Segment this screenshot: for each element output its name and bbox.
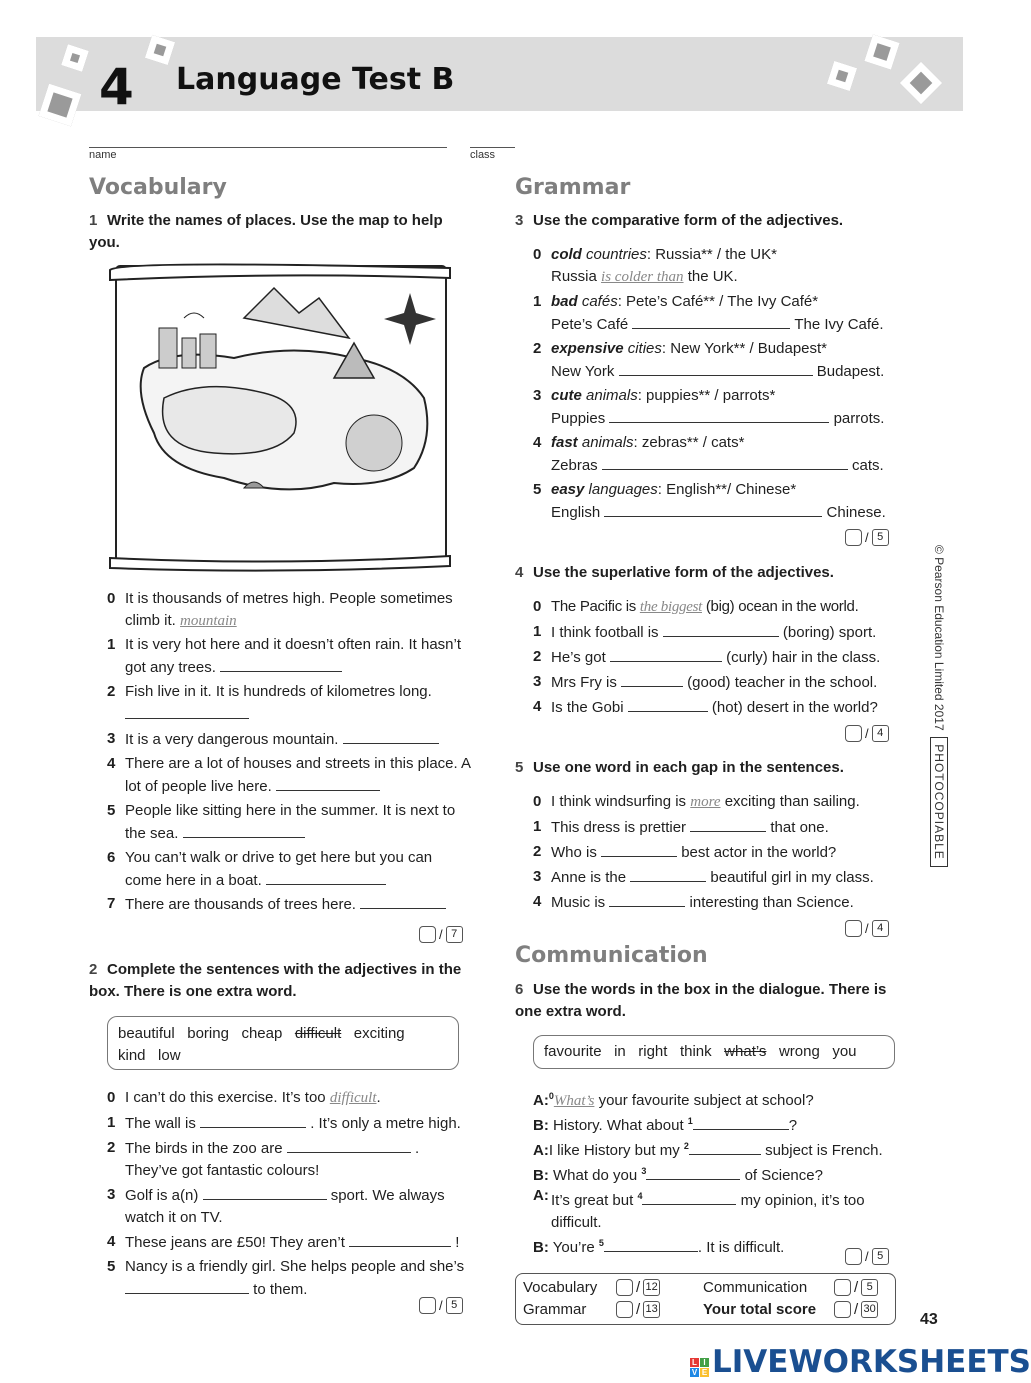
vocab-total: Vocabulary / 12 bbox=[523, 1279, 660, 1296]
q1-item-5: 5 People like sitting here in the summer. It is next to the sea. bbox=[107, 802, 456, 842]
q3-item-2: 2 expensive cities: New York** / Budapest* New York Budapest. bbox=[533, 340, 885, 380]
q3-item-3: 3 cute animals: puppies** / parrots* Puppies parrots. bbox=[533, 387, 885, 427]
answer-gap[interactable] bbox=[349, 1231, 451, 1247]
answer-gap[interactable] bbox=[690, 816, 766, 832]
dialogue-line-5: B: You’re $^5$ . It is difficult. bbox=[533, 1238, 785, 1256]
q4-score: / 4 bbox=[845, 725, 889, 742]
q5-item-4: 4 Music is interesting than Science. bbox=[533, 893, 854, 911]
answer-gap[interactable] bbox=[646, 1164, 740, 1180]
q6-score: / 5 bbox=[845, 1248, 889, 1265]
map-desert bbox=[163, 387, 296, 454]
q1-item-2: 2 Fish live in it. It is hundreds of kilometres long. bbox=[107, 681, 472, 726]
answer-gap[interactable] bbox=[220, 656, 342, 672]
name-field[interactable] bbox=[89, 132, 447, 148]
answer-gap[interactable] bbox=[183, 822, 305, 838]
q4-item-1: 1 I think football is (boring) sport. bbox=[533, 623, 877, 641]
q1-item-1: 1 It is very hot here and it doesn’t often rain. It hasn’t got any trees. bbox=[107, 636, 462, 676]
dialogue-line-4: A: It’s great but $^4$ my opinion, it’s too difficult. bbox=[533, 1187, 865, 1231]
communication-heading: Communication bbox=[515, 943, 708, 968]
q5-score: / 4 bbox=[845, 920, 889, 937]
dialogue-line-0: A:$^0$What’s your favourite subject at school? bbox=[533, 1091, 814, 1109]
score-input[interactable] bbox=[845, 529, 862, 546]
page-title: Language Test B bbox=[176, 62, 455, 97]
q5-instruction: 5 Use one word in each gap in the sentences. bbox=[515, 759, 844, 776]
q4-item-0: 0 The Pacific is the biggest (big) ocean in the world. bbox=[533, 598, 859, 615]
answer-gap[interactable] bbox=[609, 407, 829, 423]
answer-gap[interactable] bbox=[604, 1236, 698, 1252]
q3-instruction: 3 Use the comparative form of the adjectives. bbox=[515, 212, 844, 229]
q5-item-3: 3 Anne is the beautiful girl in my class. bbox=[533, 868, 874, 886]
liveworksheets-logo[interactable]: L I V E LIVEWORKSHEETS bbox=[691, 1344, 1031, 1380]
answer-gap[interactable] bbox=[689, 1139, 761, 1155]
answer-gap[interactable] bbox=[203, 1184, 327, 1200]
unit-number: 4 bbox=[99, 58, 134, 116]
q2-item-1: 1 The wall is . It’s only a metre high. bbox=[107, 1114, 461, 1132]
answer-gap[interactable] bbox=[632, 313, 790, 329]
score-input[interactable] bbox=[834, 1279, 851, 1296]
q2-item-2: 2 The birds in the zoo are . They’ve got fantastic colours! bbox=[107, 1139, 420, 1179]
answer-gap[interactable] bbox=[266, 869, 386, 885]
answer-gap[interactable] bbox=[609, 891, 685, 907]
map-city-building bbox=[182, 338, 196, 368]
map-city-building bbox=[159, 328, 177, 368]
q1-item-0: 0 It is thousands of metres high. People sometimes climb it. mountain bbox=[107, 590, 453, 629]
liveworksheets-icon: L I V E bbox=[691, 1358, 708, 1378]
q3-item-1: 1 bad cafés: Pete’s Café** / The Ivy Café* Pete’s Café The Ivy Café. bbox=[533, 293, 884, 333]
name-label: name bbox=[89, 149, 117, 161]
map-forest bbox=[346, 415, 402, 471]
score-input[interactable] bbox=[419, 926, 436, 943]
q2-instruction: 2 Complete the sentences with the adjectives in the box. There is one extra word. bbox=[89, 961, 462, 1000]
vocabulary-heading: Vocabulary bbox=[89, 175, 227, 200]
answer-gap[interactable] bbox=[360, 893, 446, 909]
q5-item-0: 0 I think windsurfing is more exciting than sailing. bbox=[533, 793, 860, 810]
copyright-text: © Pearson Education Limited 2017 PHOTOCOPIABLE bbox=[932, 545, 946, 867]
grammar-heading: Grammar bbox=[515, 175, 631, 200]
q1-instruction: 1 Write the names of places. Use the map to help you. bbox=[89, 212, 443, 251]
q6-word-box: favourite in right think what’s wrong you bbox=[533, 1035, 895, 1069]
answer-gap[interactable] bbox=[693, 1114, 789, 1130]
answer-gap[interactable] bbox=[621, 671, 683, 687]
answer-gap[interactable] bbox=[642, 1189, 736, 1205]
photocopiable-label: PHOTOCOPIABLE bbox=[930, 737, 948, 866]
q3-item-4: 4 fast animals: zebras** / cats* Zebras cats. bbox=[533, 434, 884, 474]
q1-item-3: 3 It is a very dangerous mountain. bbox=[107, 728, 472, 751]
answer-gap[interactable] bbox=[276, 775, 380, 791]
q1-item-7: 7 There are thousands of trees here. bbox=[107, 893, 472, 916]
q2-item-0: 0 I can’t do this exercise. It’s too difficult. bbox=[107, 1089, 381, 1106]
map-city-building bbox=[200, 334, 216, 368]
answer-gap[interactable] bbox=[343, 728, 439, 744]
answer-gap[interactable] bbox=[628, 696, 708, 712]
q2-item-3: 3 Golf is a(n) sport. We always watch it on TV. bbox=[107, 1186, 445, 1226]
q2-word-box: beautiful boring cheap difficult exciting kind low bbox=[107, 1016, 459, 1070]
dialogue-line-2: A:I like History but my $^2$ subject is French. bbox=[533, 1141, 883, 1159]
q3-item-0: 0 cold countries: Russia** / the UK* Russia is colder than the UK. bbox=[533, 246, 777, 285]
answer-gap[interactable] bbox=[602, 454, 848, 470]
q5-item-1: 1 This dress is prettier that one. bbox=[533, 818, 829, 836]
q2-item-4: 4 These jeans are £50! They aren’t ! bbox=[107, 1233, 460, 1251]
score-input[interactable] bbox=[845, 1248, 862, 1265]
grammar-total: Grammar / 13 bbox=[523, 1301, 660, 1318]
q2-score: / 5 bbox=[419, 1297, 463, 1314]
score-input[interactable] bbox=[616, 1301, 633, 1318]
score-input[interactable] bbox=[845, 725, 862, 742]
answer-gap[interactable] bbox=[287, 1137, 411, 1153]
q1-item-4: 4 There are a lot of houses and streets in this place. A lot of people live here. bbox=[107, 755, 471, 795]
answer-gap[interactable] bbox=[604, 501, 822, 517]
answer-gap[interactable] bbox=[610, 646, 722, 662]
q1-item-6: 6 You can’t walk or drive to get here but you can come here in a boat. bbox=[107, 849, 433, 889]
q3-item-5: 5 easy languages: English**/ Chinese* English Chinese. bbox=[533, 481, 886, 521]
answer-gap[interactable] bbox=[125, 1278, 249, 1294]
q4-item-2: 2 He’s got (curly) hair in the class. bbox=[533, 648, 881, 666]
q4-item-4: 4 Is the Gobi (hot) desert in the world? bbox=[533, 698, 878, 716]
score-input[interactable] bbox=[834, 1301, 851, 1318]
score-input[interactable] bbox=[845, 920, 862, 937]
answer-gap[interactable] bbox=[630, 866, 706, 882]
dialogue-line-3: B: What do you $^3$ of Science? bbox=[533, 1166, 823, 1184]
answer-gap[interactable] bbox=[663, 621, 779, 637]
answer-gap[interactable] bbox=[619, 360, 813, 376]
q3-score: / 5 bbox=[845, 529, 889, 546]
q5-item-2: 2 Who is best actor in the world? bbox=[533, 843, 837, 861]
q4-instruction: 4 Use the superlative form of the adjectives. bbox=[515, 564, 834, 581]
comm-total: Communication / 5 bbox=[703, 1279, 878, 1296]
score-input[interactable] bbox=[616, 1279, 633, 1296]
answer-gap[interactable] bbox=[200, 1112, 306, 1128]
q4-item-3: 3 Mrs Fry is (good) teacher in the school. bbox=[533, 673, 878, 691]
class-label: class bbox=[470, 149, 496, 161]
q1-score: / 7 bbox=[419, 926, 463, 943]
q2-item-5: 5 Nancy is a friendly girl. She helps people and she’s to them. bbox=[107, 1258, 465, 1298]
overall-total: Your total score / 30 bbox=[703, 1301, 878, 1318]
q6-instruction: 6 Use the words in the box in the dialogue. There is one extra word. bbox=[515, 981, 887, 1020]
treasure-map bbox=[104, 258, 460, 576]
class-field[interactable] bbox=[470, 132, 515, 148]
score-input[interactable] bbox=[419, 1297, 436, 1314]
page-number: 43 bbox=[920, 1311, 938, 1328]
dialogue-line-1: B: History. What about $^1$ ? bbox=[533, 1116, 798, 1134]
answer-gap[interactable] bbox=[125, 703, 249, 719]
answer-gap[interactable] bbox=[601, 841, 677, 857]
